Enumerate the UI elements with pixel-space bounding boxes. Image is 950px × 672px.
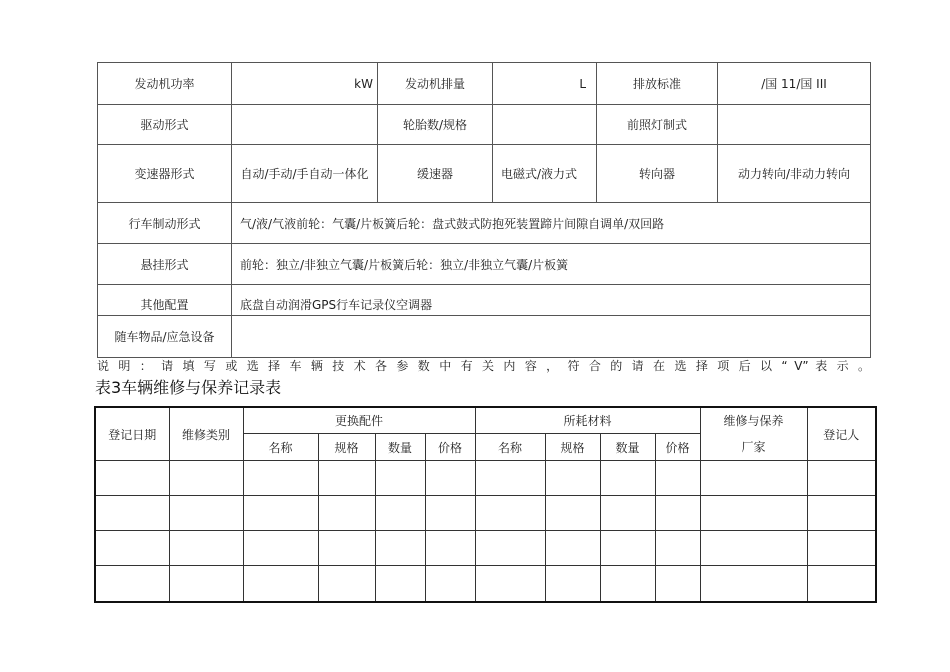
table-cell[interactable] xyxy=(807,461,876,496)
table-cell[interactable] xyxy=(243,496,318,531)
table-row xyxy=(95,566,876,602)
suspension-label: 悬挂形式 xyxy=(98,244,232,285)
table-cell[interactable] xyxy=(807,496,876,531)
engine-power-field[interactable]: kW xyxy=(232,63,378,105)
table-cell[interactable] xyxy=(425,461,475,496)
header-vendor-line2: 厂家 xyxy=(741,440,766,454)
table-cell[interactable] xyxy=(375,496,425,531)
table-cell[interactable] xyxy=(700,566,807,602)
brake-label: 行车制动形式 xyxy=(98,203,232,244)
table3-title: 表3车辆维修与保养记录表 xyxy=(95,378,282,397)
headlight-field[interactable] xyxy=(718,105,871,145)
table-cell[interactable] xyxy=(655,531,700,566)
table-cell[interactable] xyxy=(655,566,700,602)
vehicle-spec-table xyxy=(97,62,871,358)
header-date: 登记日期 xyxy=(95,407,169,461)
table-cell[interactable] xyxy=(475,461,545,496)
header-vendor xyxy=(700,407,807,461)
table-cell[interactable] xyxy=(655,461,700,496)
table-cell[interactable] xyxy=(95,531,169,566)
table-cell[interactable] xyxy=(600,461,655,496)
subheader-mat-qty: 数量 xyxy=(600,434,655,461)
table-cell[interactable] xyxy=(425,531,475,566)
header-registrar: 登记人 xyxy=(807,407,876,461)
header-category: 维修类别 xyxy=(169,407,243,461)
displacement-field[interactable]: L xyxy=(493,63,597,105)
subheader-mat-price: 价格 xyxy=(655,434,700,461)
table-cell[interactable] xyxy=(807,531,876,566)
table-cell[interactable] xyxy=(545,566,600,602)
accessories-field[interactable] xyxy=(232,316,871,358)
table-cell[interactable] xyxy=(807,566,876,602)
table-row xyxy=(95,531,876,566)
table-cell[interactable] xyxy=(600,531,655,566)
emission-value[interactable]: /国 11/国 III xyxy=(718,63,871,105)
instructions-note: 说 明 ： 请 填 写 或 选 择 车 辆 技 术 各 参 数 中 有 关 内 容 ， 符 合 的 请 在 选 择 项 后 以 “ V” 表 示 。 xyxy=(97,359,870,373)
table-cell[interactable] xyxy=(318,461,375,496)
subheader-mat-spec: 规格 xyxy=(545,434,600,461)
other-config-label: 其他配置 xyxy=(98,285,232,316)
retarder-value[interactable]: 电磁式/液力式 xyxy=(493,145,597,203)
suspension-value[interactable]: 前轮：独立/非独立气囊/片板簧后轮：独立/非独立气囊/片板簧 xyxy=(232,244,871,285)
headlight-label: 前照灯制式 xyxy=(597,105,718,145)
table-cell[interactable] xyxy=(375,566,425,602)
table-cell[interactable] xyxy=(243,531,318,566)
drive-label: 驱动形式 xyxy=(98,105,232,145)
transmission-label: 变速器形式 xyxy=(98,145,232,203)
subheader-parts-spec: 规格 xyxy=(318,434,375,461)
header-materials: 所耗材料 xyxy=(475,407,700,434)
table-cell[interactable] xyxy=(243,461,318,496)
emission-label: 排放标准 xyxy=(597,63,718,105)
table-cell[interactable] xyxy=(475,531,545,566)
table-cell[interactable] xyxy=(425,566,475,602)
engine-power-label: 发动机功率 xyxy=(98,63,232,105)
table-cell[interactable] xyxy=(169,461,243,496)
drive-field[interactable] xyxy=(232,105,378,145)
retarder-label: 缓速器 xyxy=(378,145,493,203)
table-cell[interactable] xyxy=(169,566,243,602)
table-cell[interactable] xyxy=(318,566,375,602)
table-cell[interactable] xyxy=(475,566,545,602)
table-cell[interactable] xyxy=(95,566,169,602)
table-cell[interactable] xyxy=(169,496,243,531)
table-cell[interactable] xyxy=(95,496,169,531)
header-vendor-line1: 维修与保养 xyxy=(723,414,784,428)
header-parts: 更换配件 xyxy=(243,407,475,434)
subheader-mat-name: 名称 xyxy=(475,434,545,461)
table-cell[interactable] xyxy=(425,496,475,531)
table-cell[interactable] xyxy=(318,496,375,531)
table-cell[interactable] xyxy=(700,461,807,496)
tire-field[interactable] xyxy=(493,105,597,145)
table-row xyxy=(95,496,876,531)
subheader-parts-name: 名称 xyxy=(243,434,318,461)
table-cell[interactable] xyxy=(700,496,807,531)
table-cell[interactable] xyxy=(475,496,545,531)
table-cell[interactable] xyxy=(600,566,655,602)
other-config-value[interactable]: 底盘自动润滑GPS行车记录仪空调器 xyxy=(232,285,871,316)
table-cell[interactable] xyxy=(545,531,600,566)
tire-label: 轮胎数/规格 xyxy=(378,105,493,145)
steering-value[interactable]: 动力转向/非动力转向 xyxy=(718,145,871,203)
table-cell[interactable] xyxy=(545,496,600,531)
table-cell[interactable] xyxy=(375,531,425,566)
table-cell[interactable] xyxy=(95,461,169,496)
table-row xyxy=(95,461,876,496)
accessories-label: 随车物品/应急设备 xyxy=(98,316,232,358)
table-cell[interactable] xyxy=(600,496,655,531)
table-cell[interactable] xyxy=(545,461,600,496)
table-cell[interactable] xyxy=(700,531,807,566)
table-cell[interactable] xyxy=(655,496,700,531)
table-cell[interactable] xyxy=(243,566,318,602)
transmission-value[interactable]: 自动/手动/手自动一体化 xyxy=(232,145,378,203)
maintenance-record-table xyxy=(94,406,877,603)
subheader-parts-price: 价格 xyxy=(425,434,475,461)
displacement-label: 发动机排量 xyxy=(378,63,493,105)
table-cell[interactable] xyxy=(375,461,425,496)
steering-label: 转向器 xyxy=(597,145,718,203)
brake-value[interactable]: 气/液/气液前轮：气囊/片板簧后轮：盘式鼓式防抱死装置蹄片间隙自调单/双回路 xyxy=(232,203,871,244)
table-cell[interactable] xyxy=(169,531,243,566)
subheader-parts-qty: 数量 xyxy=(375,434,425,461)
table-cell[interactable] xyxy=(318,531,375,566)
